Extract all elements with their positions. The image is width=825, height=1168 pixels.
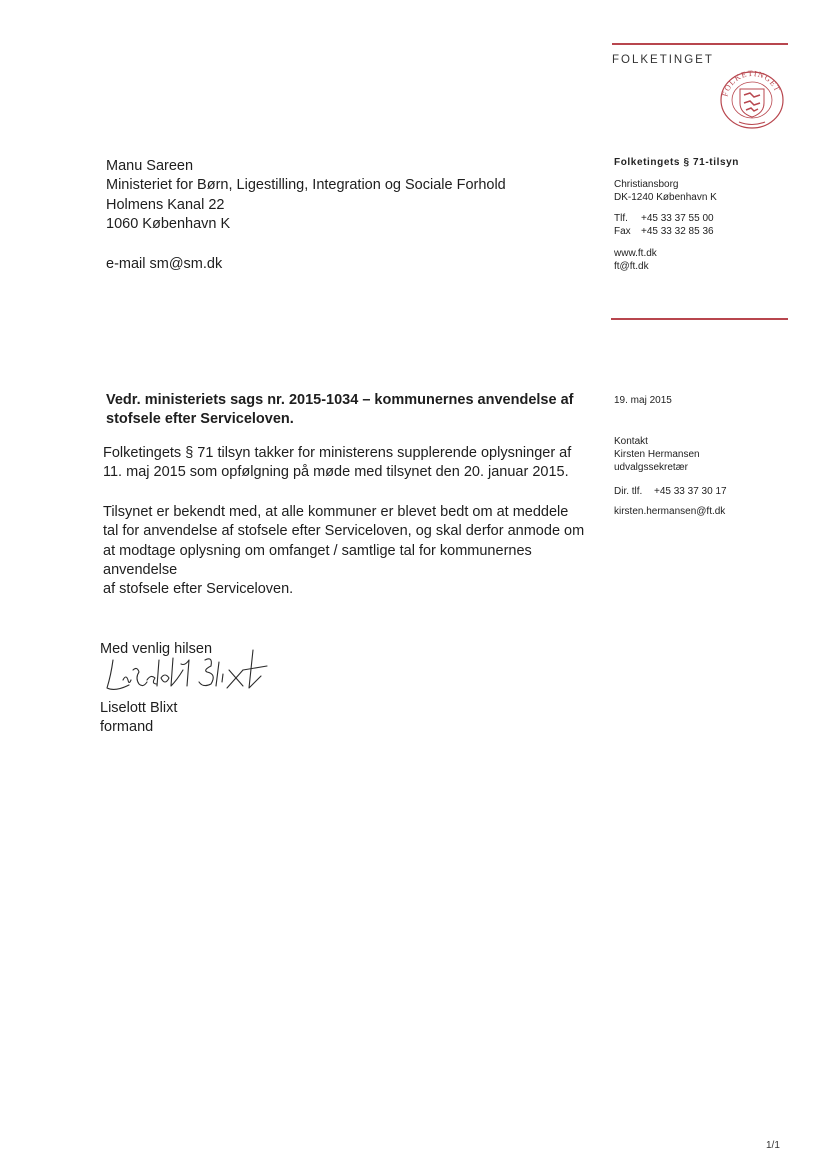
contact-block — [614, 435, 700, 474]
sender-address — [614, 178, 717, 204]
sender-title: Folketingets § 71-tilsyn — [614, 157, 739, 168]
paragraph-2-line-2: tal for anvendelse af stofsele efter Serviceloven, og skal derfor anmode om — [103, 523, 585, 540]
sender-fax-row — [614, 225, 714, 238]
recipient-email: e-mail sm@sm.dk — [106, 256, 223, 272]
body-paragraph-2 — [103, 503, 603, 599]
sender-email[interactable]: ft@ft.dk — [614, 261, 649, 272]
recipient-city: 1060 København K — [106, 215, 231, 232]
recipient-street: Holmens Kanal 22 — [106, 196, 225, 213]
header-top-rule — [612, 43, 788, 45]
contact-name: Kirsten Hermansen — [614, 449, 700, 460]
sender-online — [614, 247, 657, 273]
recipient-ministry: Ministeriet for Børn, Ligestilling, Integration og Sociale Forhold — [106, 177, 506, 194]
header-bottom-rule — [611, 318, 788, 320]
body-paragraph-1 — [103, 444, 573, 483]
contact-label: Kontakt — [614, 436, 648, 447]
letter-subject — [106, 391, 586, 429]
sender-address-line2: DK-1240 København K — [614, 192, 717, 203]
letter-date: 19. maj 2015 — [614, 395, 672, 406]
closing-phrase: Med venlig hilsen — [100, 641, 213, 657]
paragraph-2-line-1: Tilsynet er bekendt med, at alle kommuner er blevet bedt om at meddele — [103, 504, 569, 520]
svg-text:FOLKETINGET: FOLKETINGET — [720, 68, 783, 98]
phone-label: Tlf. — [614, 213, 628, 224]
page-number: 1/1 — [766, 1140, 780, 1151]
folketinget-seal-icon — [717, 67, 787, 129]
direct-phone-number: +45 33 37 30 17 — [654, 486, 727, 497]
fax-number: +45 33 32 85 36 — [641, 226, 714, 237]
signer-title: formand — [100, 719, 154, 736]
phone-number: +45 33 37 55 00 — [641, 213, 714, 224]
brand-name: FOLKETINGET — [612, 54, 714, 66]
direct-phone-row — [614, 485, 727, 498]
paragraph-1-line-2: 11. maj 2015 som opfølgning på møde med tilsynet den 20. januar 2015. — [103, 464, 569, 481]
sender-phones — [614, 212, 714, 238]
sender-address-line1: Christiansborg — [614, 179, 679, 190]
paragraph-2-line-3: at modtage oplysning om omfanget / samtlige tal for kommunernes anvendelse — [103, 542, 532, 578]
recipient-address — [106, 157, 506, 234]
contact-email[interactable]: kirsten.hermansen@ft.dk — [614, 506, 726, 517]
subject-line-2: stofsele efter Serviceloven. — [106, 411, 294, 427]
paragraph-2-line-4: af stofsele efter Serviceloven. — [103, 581, 294, 598]
direct-phone-label: Dir. tlf. — [614, 486, 643, 497]
sender-phone-row — [614, 212, 714, 225]
sender-web[interactable]: www.ft.dk — [614, 248, 657, 259]
signer-block — [100, 699, 177, 738]
handwritten-signature — [95, 630, 280, 700]
recipient-name: Manu Sareen — [106, 158, 194, 174]
signer-name: Liselott Blixt — [100, 700, 178, 716]
paragraph-1-line-1: Folketingets § 71 tilsyn takker for ministerens supplerende oplysninger af — [103, 445, 572, 461]
subject-line-1: Vedr. ministeriets sags nr. 2015-1034 – kommunernes anvendelse af — [106, 392, 574, 408]
contact-role: udvalgssekretær — [614, 462, 688, 473]
fax-label: Fax — [614, 226, 631, 237]
